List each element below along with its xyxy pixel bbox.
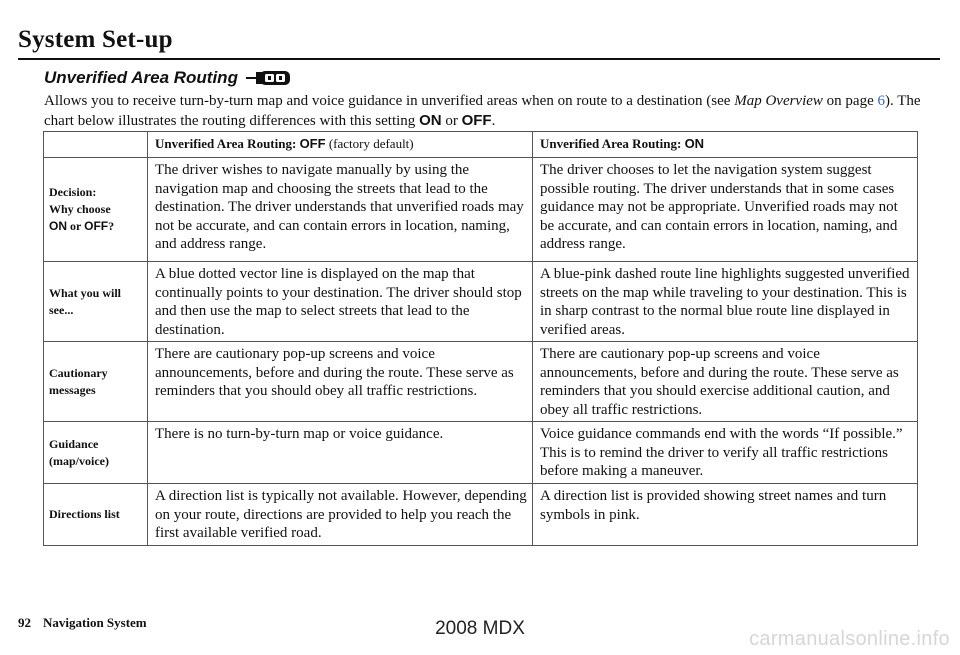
table-row bbox=[44, 262, 918, 342]
page-title: System Set-up bbox=[18, 26, 173, 53]
header-off-value: OFF bbox=[299, 136, 326, 151]
intro-text-3: ). The chart below illustrates the routing differences with this setting bbox=[44, 93, 921, 129]
page-6-link[interactable]: 6 bbox=[877, 93, 885, 109]
header-off-note: (factory default) bbox=[325, 136, 414, 151]
cell-off: A direction list is typically not available. However, depending on your route, directions are provided to help you reach the first available verified road. bbox=[148, 484, 533, 546]
table-row bbox=[44, 158, 918, 262]
title-divider bbox=[18, 58, 940, 60]
map-overview-reference: Map Overview bbox=[734, 93, 823, 109]
cell-on: There are cautionary pop-up screens and voice announcements, before and during the route. These serve as reminders that you should exercise additional caution, and obey all traffic restrictions. bbox=[533, 342, 918, 422]
header-off bbox=[148, 132, 533, 158]
row-label-decision bbox=[44, 158, 148, 262]
page-number: 92 bbox=[18, 615, 31, 630]
cell-on: The driver chooses to let the navigation system suggest possible routing. The driver understands that in some cases guidance may not be appropriate. Unverified roads may not be accurate, and can contain errors in location, naming, and address range. bbox=[533, 158, 918, 262]
row-label-line: Why choose bbox=[49, 202, 111, 216]
row-label-q: ? bbox=[108, 219, 115, 233]
row-label-guidance: Guidance (map/voice) bbox=[44, 422, 148, 484]
nav-unit-icon bbox=[246, 69, 292, 87]
intro-text-2: on page bbox=[822, 93, 878, 109]
intro-end: . bbox=[491, 113, 496, 129]
model-label: 2008 MDX bbox=[435, 618, 525, 639]
cell-off: There are cautionary pop-up screens and voice announcements, before and during the route. These serve as reminders that you should obey all traffic restrictions. bbox=[148, 342, 533, 422]
row-label-or: or bbox=[67, 219, 85, 233]
cell-on: A blue-pink dashed route line highlights suggested unverified streets on the map while traveling to your destination. This is in sharp contrast to the normal blue route line displayed in verified areas. bbox=[533, 262, 918, 342]
row-label-cautionary: Cautionary messages bbox=[44, 342, 148, 422]
off-keyword: OFF bbox=[461, 112, 492, 129]
routing-comparison-table bbox=[43, 131, 918, 546]
row-label-directions: Directions list bbox=[44, 484, 148, 546]
cell-off: The driver wishes to navigate manually by using the navigation map and choosing the streets that lead to the destination. The driver understands that unverified roads may not be accurate, and can contain errors in location, naming, and address range. bbox=[148, 158, 533, 262]
row-label-what-you-see: What you will see... bbox=[44, 262, 148, 342]
table-row bbox=[44, 342, 918, 422]
on-keyword: ON bbox=[419, 112, 442, 129]
row-label-line: Decision: bbox=[49, 185, 97, 199]
intro-or: or bbox=[441, 113, 462, 129]
table-header-row bbox=[44, 132, 918, 158]
table-row bbox=[44, 484, 918, 546]
cell-off: There is no turn-by-turn map or voice guidance. bbox=[148, 422, 533, 484]
on-keyword: ON bbox=[49, 219, 67, 233]
watermark: carmanualsonline.info bbox=[749, 628, 950, 650]
header-empty-cell bbox=[44, 132, 148, 158]
header-on-prefix: Unverified Area Routing: bbox=[540, 136, 685, 151]
cell-off: A blue dotted vector line is displayed on the map that continually points to your destination. The driver should stop and then use the map to select streets that lead to the destination. bbox=[148, 262, 533, 342]
header-off-prefix: Unverified Area Routing: bbox=[155, 136, 300, 151]
cell-on: A direction list is provided showing street names and turn symbols in pink. bbox=[533, 484, 918, 546]
off-keyword: OFF bbox=[84, 219, 109, 233]
table-row bbox=[44, 422, 918, 484]
section-heading bbox=[44, 68, 292, 88]
section-heading-text: Unverified Area Routing bbox=[44, 68, 238, 87]
cell-on: Voice guidance commands end with the words “If possible.” This is to remind the driver to verify all traffic restrictions before making a maneuver. bbox=[533, 422, 918, 484]
header-on-value: ON bbox=[684, 136, 705, 151]
footer-section: Navigation System bbox=[43, 615, 147, 630]
intro-text: Allows you to receive turn-by-turn map and voice guidance in unverified areas when on route to a destination (see bbox=[44, 93, 735, 109]
header-on bbox=[533, 132, 918, 158]
intro-paragraph bbox=[44, 92, 924, 131]
